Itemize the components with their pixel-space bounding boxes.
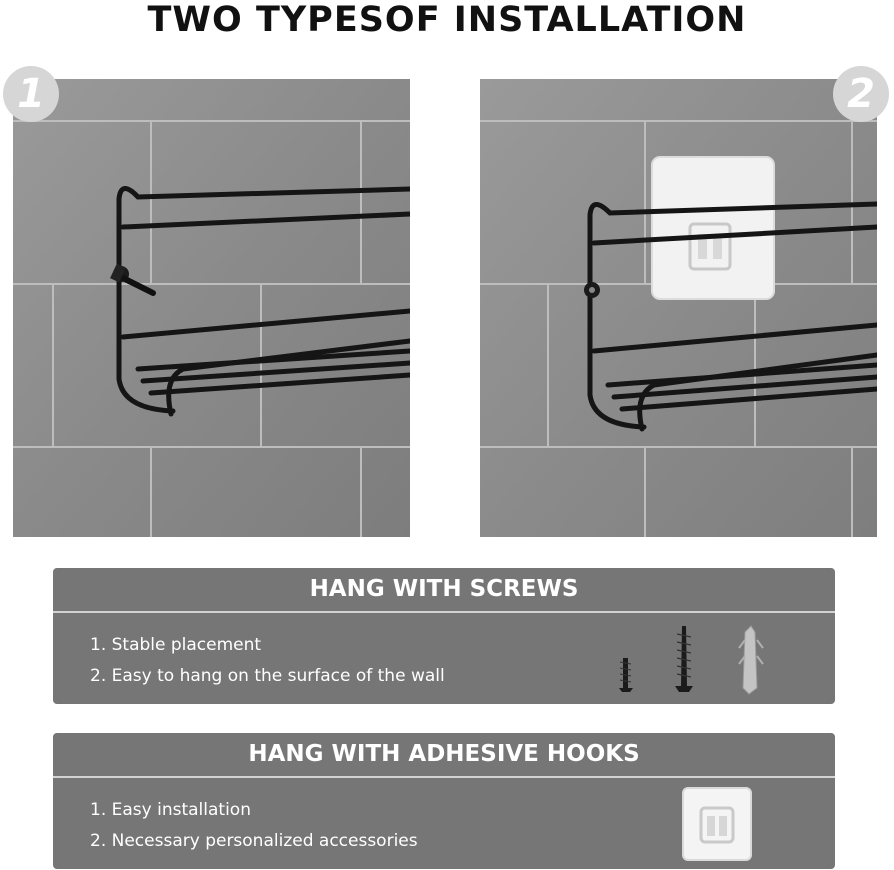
- screws-and-anchor-icon: [611, 618, 771, 698]
- rack-with-adhesive-hook-photo: [480, 79, 877, 537]
- hang-with-adhesive-hooks-panel: [53, 733, 835, 869]
- rack-with-screws-photo: [13, 79, 410, 537]
- list-item: 2. Easy to hang on the surface of the wall: [90, 666, 445, 686]
- feature-list: [90, 795, 418, 857]
- wall-anchor-icon: [739, 626, 763, 694]
- page-title: TWO TYPESOF INSTALLATION: [147, 0, 747, 40]
- adhesive-hook-icon: [681, 786, 753, 862]
- list-item: 2. Necessary personalized accessories: [90, 831, 418, 851]
- long-screw-icon: [675, 626, 693, 692]
- panel-heading: HANG WITH ADHESIVE HOOKS: [53, 733, 835, 778]
- list-item: 1. Easy installation: [90, 800, 251, 820]
- panel-heading: HANG WITH SCREWS: [53, 568, 835, 613]
- step-badge-1: 1: [3, 66, 59, 122]
- adhesive-hook-icon: [652, 157, 774, 299]
- short-screw-icon: [619, 658, 633, 692]
- hang-with-screws-panel: [53, 568, 835, 704]
- feature-list: [90, 630, 445, 692]
- step-badge-2: 2: [833, 66, 889, 122]
- list-item: 1. Stable placement: [90, 635, 262, 655]
